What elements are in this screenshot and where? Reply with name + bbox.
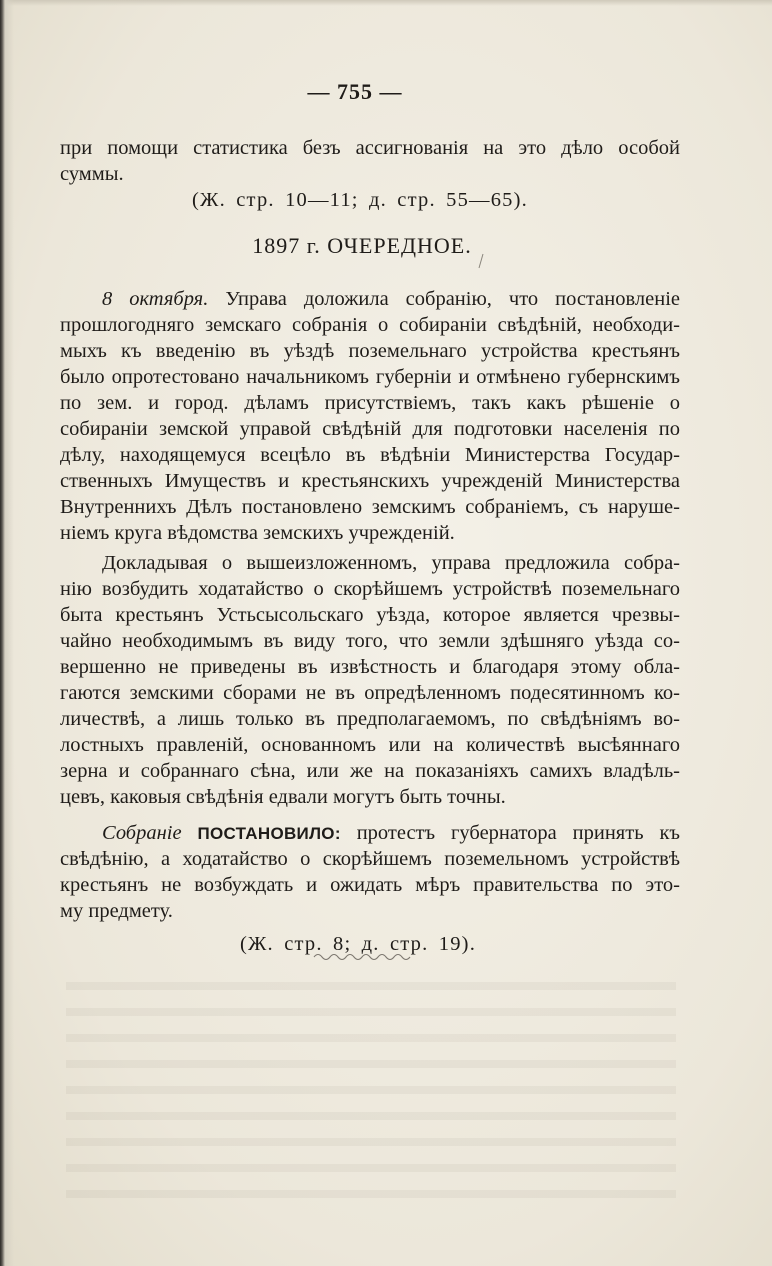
pencil-tick-mark [476, 252, 486, 270]
text-line: цевъ, каковыя свѣдѣнія едвали могутъ быть точны. [60, 786, 506, 808]
text-line-rest: Управа доложила собранію, что постановленіе [225, 288, 680, 310]
page-number: — 755 — [307, 79, 403, 104]
text-line: собираніи земской управой свѣдѣній для подготовки населенія по [60, 418, 680, 440]
text-line: было опротестовано начальникомъ губерніи и отмѣнено губернскимъ [60, 366, 680, 388]
decision-label: ПОСТАНОВИЛО: [197, 824, 341, 843]
pencil-wavy-underline [312, 950, 416, 964]
text-line: гаются земскими сборами не въ опредѣленномъ подесятинномъ ко- [60, 682, 680, 704]
text-line: по зем. и город. дѣламъ присутствіемъ, такъ какъ рѣшеніе о [60, 392, 680, 414]
text-line: личествѣ, а лишь только въ предполагаемомъ, по свѣдѣніямъ во- [60, 708, 680, 730]
text-line: чайно необходимымъ въ виду того, что земли здѣшняго уѣзда со- [60, 630, 680, 652]
journal-reference: (Ж. стр. 8; д. стр. 19). [239, 933, 477, 955]
text-line: при помощи статистика безъ ассигнованія на это дѣло особой [60, 137, 680, 159]
paragraph-2 [60, 550, 680, 810]
text-line: Внутреннихъ Дѣлъ постановлено земскимъ собраніемъ, съ наруше- [60, 496, 680, 518]
subject-label: Собраніе [102, 822, 182, 844]
paragraph-1 [60, 286, 680, 546]
text-line: ственныхъ Имуществъ и крестьянскихъ учрежденій Министерства [60, 470, 680, 492]
session-heading: 1897 г. ОЧЕРЕДНОЕ. [252, 233, 472, 258]
text-line: суммы. [60, 163, 124, 185]
text-line [60, 820, 680, 846]
paragraph-3 [60, 820, 680, 924]
text-line: зерна и собраннаго сѣна, или же на показаніяхъ самихъ владѣль- [60, 760, 680, 782]
text-line: свѣдѣнію, а ходатайство о скорѣйшемъ поземельномъ устройствѣ [60, 848, 680, 870]
show-through-texture [66, 968, 676, 1208]
text-line: быта крестьянъ Устьсысольскаго уѣзда, которое является чрезвы- [60, 604, 680, 626]
text-line: нію возбудить ходатайство о скорѣйшемъ устройствѣ поземельнаго [60, 578, 680, 600]
text-line: ніемъ круга вѣдомства земскихъ учрежденій. [60, 522, 455, 544]
text-line: мыхъ къ введенію въ уѣздѣ поземельнаго устройства крестьянъ [60, 340, 680, 362]
text-line-rest: протестъ губернатора принять къ [356, 822, 681, 844]
text-line [60, 286, 680, 312]
text-line: вершенно не приведены въ извѣстность и благодаря этому обла- [60, 656, 680, 678]
text-line: му предмету. [60, 900, 173, 922]
date-label: 8 октября. [102, 288, 209, 310]
text-line: Докладывая о вышеизложенномъ, управа предложила собра- [102, 552, 680, 574]
text-line: прошлогодняго земскаго собранія о собираніи свѣдѣній, необходи- [60, 314, 680, 336]
text-line: лостныхъ правленій, основанномъ или на количествѣ высѣяннаго [60, 734, 680, 756]
text-line: дѣлу, находящемуся всецѣло въ вѣдѣніи Министерства Государ- [60, 444, 680, 466]
text-line: крестьянъ не возбуждать и ожидать мѣръ правительства по это- [60, 874, 680, 896]
journal-reference: (Ж. стр. 10—11; д. стр. 55—65). [192, 189, 528, 211]
continued-text [60, 135, 680, 187]
